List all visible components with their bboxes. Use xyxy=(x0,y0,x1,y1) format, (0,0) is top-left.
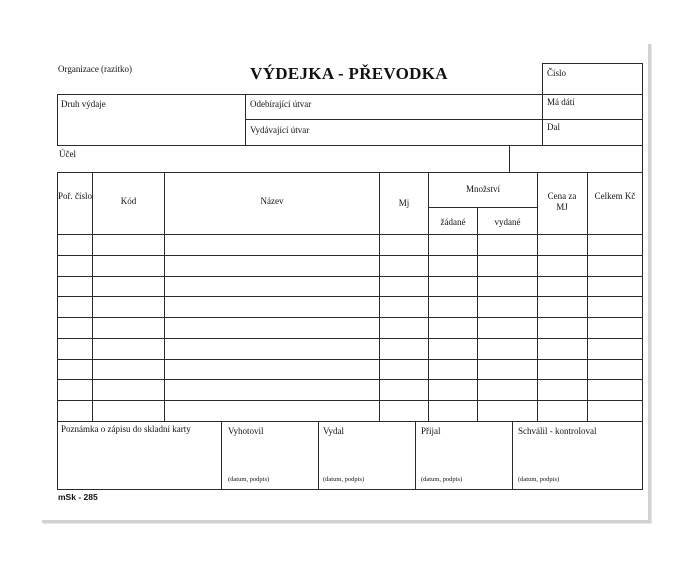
form-title: VÝDEJKA - PŘEVODKA xyxy=(250,64,448,83)
row-line-1 xyxy=(57,255,643,256)
row-line-5 xyxy=(57,338,643,339)
received-signature-hint: (datum, podpis) xyxy=(421,476,463,483)
col-code-header: Kód xyxy=(120,196,137,206)
issue-type-label: Druh výdaje xyxy=(61,99,106,109)
footer-line-2 xyxy=(318,421,319,489)
col-order-header: Poř. číslo xyxy=(58,191,93,201)
rule-header-1 xyxy=(57,94,643,95)
form-sheet xyxy=(42,44,651,523)
footer-line-1 xyxy=(221,421,222,489)
col-total-header: Celkem Kč xyxy=(594,191,636,201)
approved-signature-hint: (datum, podpis) xyxy=(518,476,560,483)
row-line-7 xyxy=(57,379,643,380)
rule-left-header xyxy=(57,94,58,145)
approved-label: Schválil - kontroloval xyxy=(518,426,597,436)
col-unit-header: Mj xyxy=(398,198,410,208)
row-line-8 xyxy=(57,400,643,401)
received-label: Přijal xyxy=(421,426,441,436)
organization-label: Organizace (razítko) xyxy=(58,64,133,74)
rule-purpose-top xyxy=(57,145,643,146)
row-line-6 xyxy=(57,359,643,360)
row-line-2 xyxy=(57,276,643,277)
col-line-5 xyxy=(477,207,478,421)
note-label: Poznámka o zápisu do skladní karty xyxy=(61,424,191,434)
col-quantity-header: Množství xyxy=(465,184,500,194)
prepared-label: Vyhotovil xyxy=(228,426,264,436)
rule-purpose-split xyxy=(509,145,510,172)
quantity-sub-rule xyxy=(428,207,537,208)
col-issued-header: vydané xyxy=(494,217,521,227)
issued-label: Vydal xyxy=(323,426,344,436)
rule-table-top xyxy=(57,172,643,173)
col-name-header: Název xyxy=(260,196,284,206)
footer-bottom xyxy=(57,489,643,490)
issued-signature-hint: (datum, podpis) xyxy=(323,476,365,483)
footer-line-4 xyxy=(512,421,513,489)
issuing-unit-label: Vydávající útvar xyxy=(250,125,310,135)
credit-label: Dal xyxy=(547,122,560,132)
rule-number-top xyxy=(542,63,643,64)
form-code: mSk - 285 xyxy=(58,492,98,502)
table-bottom xyxy=(57,421,643,422)
debit-label: Má dáti xyxy=(547,97,575,107)
row-line-3 xyxy=(57,296,643,297)
col-price-header: Cena za MJ xyxy=(547,191,577,212)
col-requested-header: žádané xyxy=(440,217,466,227)
table-head-bottom xyxy=(57,234,643,235)
row-line-4 xyxy=(57,317,643,318)
footer-line-3 xyxy=(415,421,416,489)
number-label: Číslo xyxy=(547,68,567,78)
rule-units-mid xyxy=(245,119,643,120)
rule-number-left xyxy=(542,63,543,145)
purpose-label: Účel xyxy=(59,149,76,159)
receiving-unit-label: Odebírající útvar xyxy=(250,99,312,109)
col-line-0 xyxy=(57,172,58,489)
prepared-signature-hint: (datum, podpis) xyxy=(228,476,270,483)
